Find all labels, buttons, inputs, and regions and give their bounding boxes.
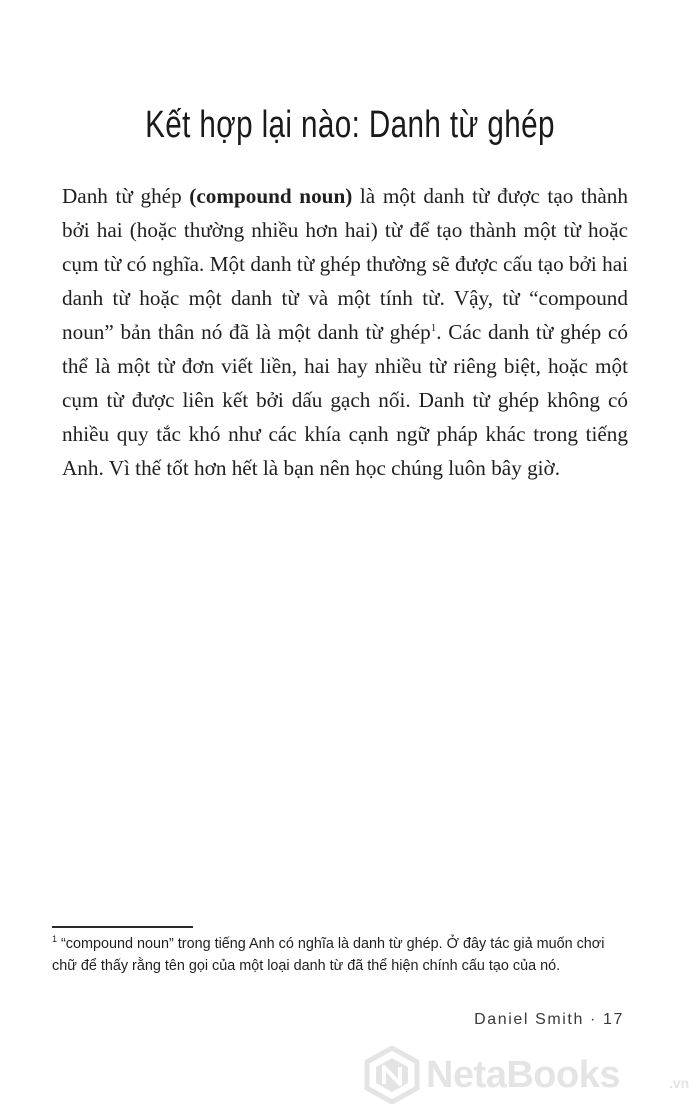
bold-term: (compound noun) — [189, 184, 353, 208]
footnote — [52, 933, 632, 977]
chapter-title: Kết hợp lại nào: Danh từ ghép — [145, 104, 555, 146]
running-footer: Daniel Smith · 17 — [474, 1011, 624, 1028]
watermark-brand: NetaBooks — [426, 1054, 620, 1096]
footnote-marker: 1 — [52, 934, 58, 945]
body-paragraph — [62, 179, 628, 485]
watermark-suffix: .vn — [669, 1075, 690, 1091]
footnote-reference[interactable]: 1 — [430, 321, 437, 334]
watermark — [364, 1046, 694, 1106]
footnote-divider — [52, 926, 193, 928]
netabooks-logo-icon — [364, 1046, 420, 1104]
body-text-part3: . Các danh từ ghép có thể là một từ đơn viết liền, hai hay nhiều từ riêng biệt, hoặc một cụm từ được liên kết bởi dấu gạch nối. Danh từ ghép không có nhiều quy tắc khó như các khía cạnh ngữ pháp khác trong tiếng Anh. Vì thế tốt hơn hết là bạn nên học chúng luôn bây giờ. — [62, 320, 628, 480]
body-text-part1: Danh từ ghép — [62, 184, 190, 208]
footnote-text: “compound noun” trong tiếng Anh có nghĩa là danh từ ghép. Ở đây tác giả muốn chơi chữ để thấy rằng tên gọi của một loại danh từ đã thể hiện chính cấu tạo của nó. — [52, 936, 605, 974]
body-text-part2: là một danh từ được tạo thành bởi hai (hoặc thường nhiều hơn hai) từ để tạo thành một từ hoặc cụm từ có nghĩa. Một danh từ ghép thường sẽ được cấu tạo bởi hai danh từ hoặc một danh từ và một tính từ. Vậy, từ “compound noun” bản thân nó đã là một danh từ ghép — [62, 184, 628, 344]
